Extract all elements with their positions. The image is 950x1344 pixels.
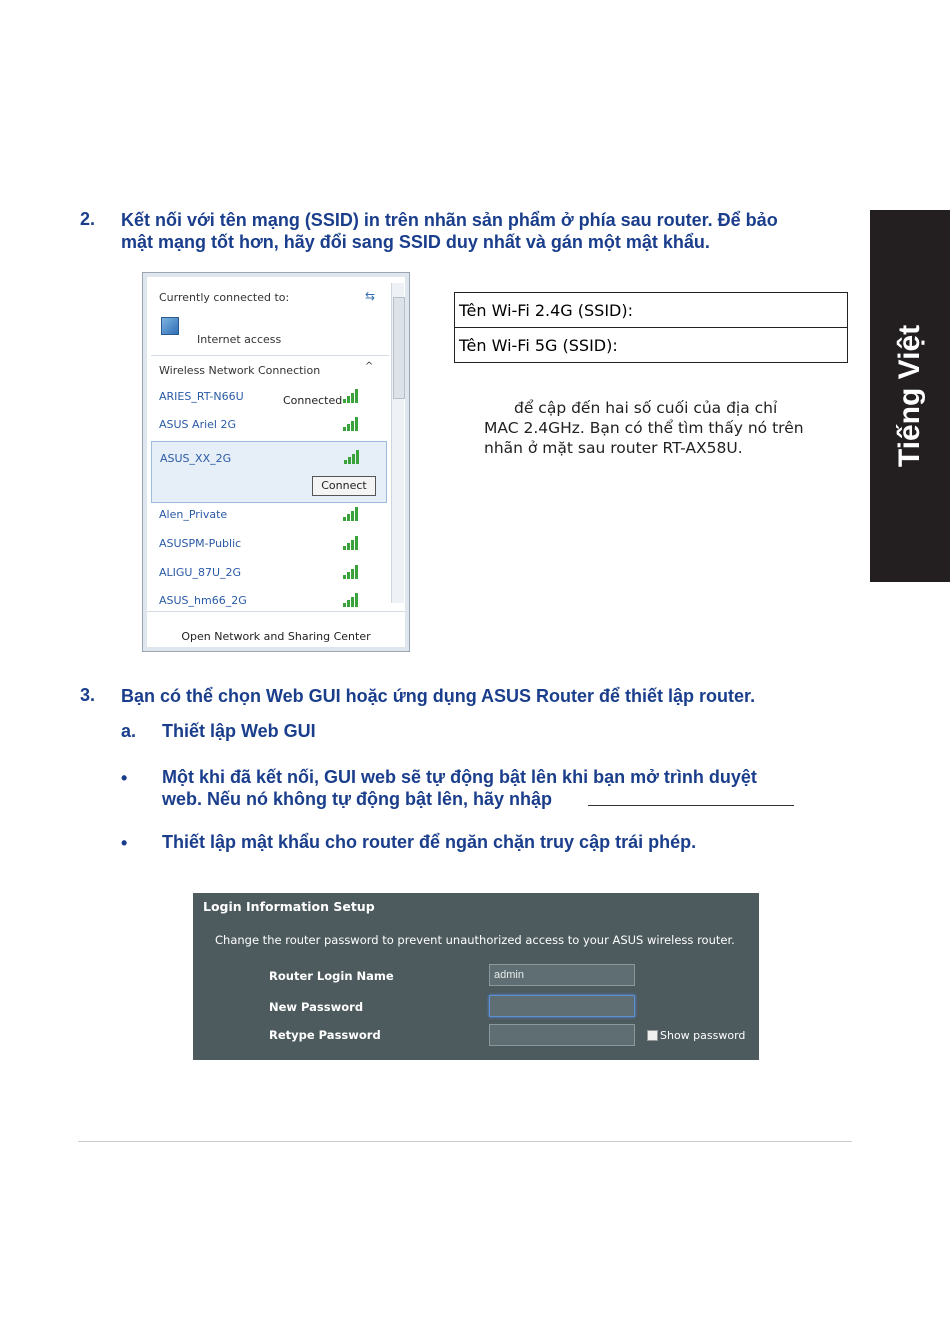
mac-note-line2: MAC 2.4GHz. Bạn có thể tìm thấy nó trên <box>484 419 804 437</box>
connect-button[interactable]: Connect <box>312 476 376 496</box>
network-globe-icon <box>161 317 179 335</box>
refresh-icon[interactable]: ⇆ <box>365 289 376 303</box>
step2-text-line1: Kết nối với tên mạng (SSID) in trên nhãn sản phẩm ở phía sau router. Để bảo <box>121 210 778 230</box>
open-network-center-link[interactable]: Open Network and Sharing Center <box>181 630 371 643</box>
signal-strength-icon <box>343 593 361 607</box>
network-name: ASUS_hm66_2G <box>159 594 247 607</box>
retype-password-label: Retype Password <box>269 1028 381 1042</box>
step2-text <box>121 209 861 253</box>
language-side-tab <box>870 210 950 582</box>
network-status: Connected <box>283 394 343 407</box>
divider <box>151 355 389 356</box>
show-password-checkbox[interactable] <box>647 1030 658 1041</box>
language-side-tab-label: Tiếng Việt <box>893 324 926 468</box>
wifi-network-panel <box>142 272 410 652</box>
router-login-name-label: Router Login Name <box>269 969 394 983</box>
new-password-label: New Password <box>269 1000 364 1014</box>
network-name: ASUSPM-Public <box>159 537 242 550</box>
mac-note <box>484 398 844 458</box>
bullet1-text <box>162 766 842 810</box>
scrollbar[interactable] <box>391 283 404 603</box>
step2-number: 2. <box>80 209 96 229</box>
ssid-table <box>454 292 848 363</box>
signal-strength-icon <box>344 450 362 464</box>
divider <box>147 611 405 612</box>
mac-note-line1: để cập đến hai số cuối của địa chỉ <box>514 399 778 417</box>
scrollbar-thumb[interactable] <box>393 297 405 399</box>
signal-strength-icon <box>343 417 361 431</box>
step3-number: 3. <box>80 685 96 705</box>
retype-password-input[interactable] <box>489 1024 635 1046</box>
step3-sub-a-letter: a. <box>121 721 137 741</box>
footer-divider <box>78 1141 852 1142</box>
mac-note-line3: nhãn ở mặt sau router RT-AX58U. <box>484 439 743 457</box>
network-name: ASUS_XX_2G <box>160 452 232 465</box>
network-name: ASUS Ariel 2G <box>159 418 236 431</box>
bullet-symbol: • <box>121 768 128 788</box>
network-name: ALIGU_87U_2G <box>159 566 242 579</box>
bullet1-line2: web. Nếu nó không tự động bật lên, hãy nhập <box>162 789 553 809</box>
bullet2-text: Thiết lập mật khẩu cho router để ngăn chặn truy cập trái phép. <box>162 832 697 852</box>
step2-text-line2: mật mạng tốt hơn, hãy đổi sang SSID duy nhất và gán một mật khẩu. <box>121 232 710 252</box>
new-password-input[interactable] <box>489 995 635 1017</box>
bullet1-line1: Một khi đã kết nối, GUI web sẽ tự động bật lên khi bạn mở trình duyệt <box>162 767 757 787</box>
signal-strength-icon <box>343 565 361 579</box>
network-row-selected[interactable] <box>151 441 387 503</box>
signal-strength-icon <box>343 507 361 521</box>
network-name: ARIES_RT-N66U <box>159 390 244 403</box>
login-setup-description: Change the router password to prevent unauthorized access to your ASUS wireless router. <box>215 933 735 947</box>
network-row[interactable] <box>143 385 393 407</box>
ssid-24g-label: Tên Wi-Fi 2.4G (SSID): <box>455 293 848 328</box>
signal-strength-icon <box>343 389 361 403</box>
network-row[interactable] <box>143 534 393 556</box>
internet-access-label: Internet access <box>197 333 282 346</box>
bullet-symbol: • <box>121 833 128 853</box>
table-row <box>455 328 848 363</box>
network-row[interactable] <box>143 563 393 585</box>
url-blank-line <box>588 805 794 806</box>
chevron-up-icon[interactable]: ^ <box>365 361 374 372</box>
network-row[interactable] <box>143 591 393 609</box>
currently-connected-label: Currently connected to: <box>159 291 290 304</box>
step3-sub-a-title: Thiết lập Web GUI <box>162 721 316 741</box>
table-row <box>455 293 848 328</box>
login-setup-title: Login Information Setup <box>203 899 375 914</box>
signal-strength-icon <box>343 536 361 550</box>
step3-text: Bạn có thể chọn Web GUI hoặc ứng dụng ASUS Router để thiết lập router. <box>121 686 756 706</box>
login-setup-panel <box>193 893 759 1060</box>
wireless-connection-section-title: Wireless Network Connection <box>159 364 321 377</box>
network-name: Alen_Private <box>159 508 228 521</box>
ssid-5g-label: Tên Wi-Fi 5G (SSID): <box>455 328 848 363</box>
show-password-label: Show password <box>660 1029 746 1042</box>
router-login-name-input[interactable] <box>489 964 635 986</box>
network-row[interactable] <box>143 413 393 435</box>
network-row[interactable] <box>143 505 393 527</box>
